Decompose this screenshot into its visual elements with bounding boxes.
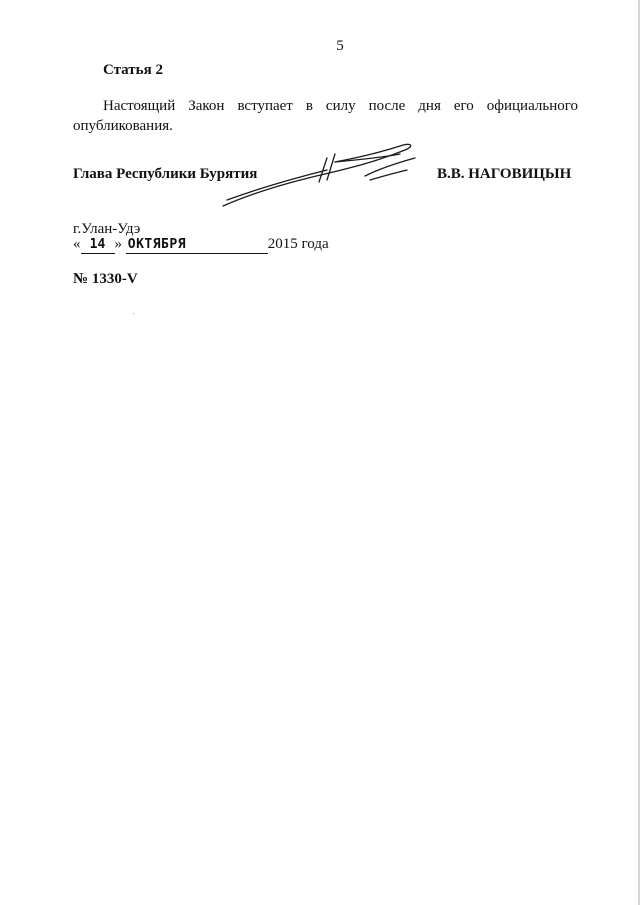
article-heading: Статья 2 <box>103 62 163 78</box>
signatory-name: В.В. НАГОВИЦЫН <box>437 166 572 182</box>
signing-date <box>73 236 329 254</box>
date-year: 2015 года <box>267 236 329 252</box>
page-number: 5 <box>336 38 344 54</box>
date-open-quote: « <box>73 236 81 252</box>
date-close-quote: » <box>114 236 122 252</box>
place-of-signing: г.Улан-Удэ <box>73 221 141 237</box>
law-number: № 1330-V <box>73 271 138 287</box>
signatory-title: Глава Республики Бурятия <box>73 166 258 182</box>
date-month: ОКТЯБРЯ <box>126 237 268 254</box>
article-text: Настоящий Закон вступает в силу после дня его официального опубликования. <box>73 98 578 134</box>
scan-speck <box>133 313 134 314</box>
date-day: 14 <box>81 237 115 254</box>
handwritten-signature <box>215 140 425 212</box>
